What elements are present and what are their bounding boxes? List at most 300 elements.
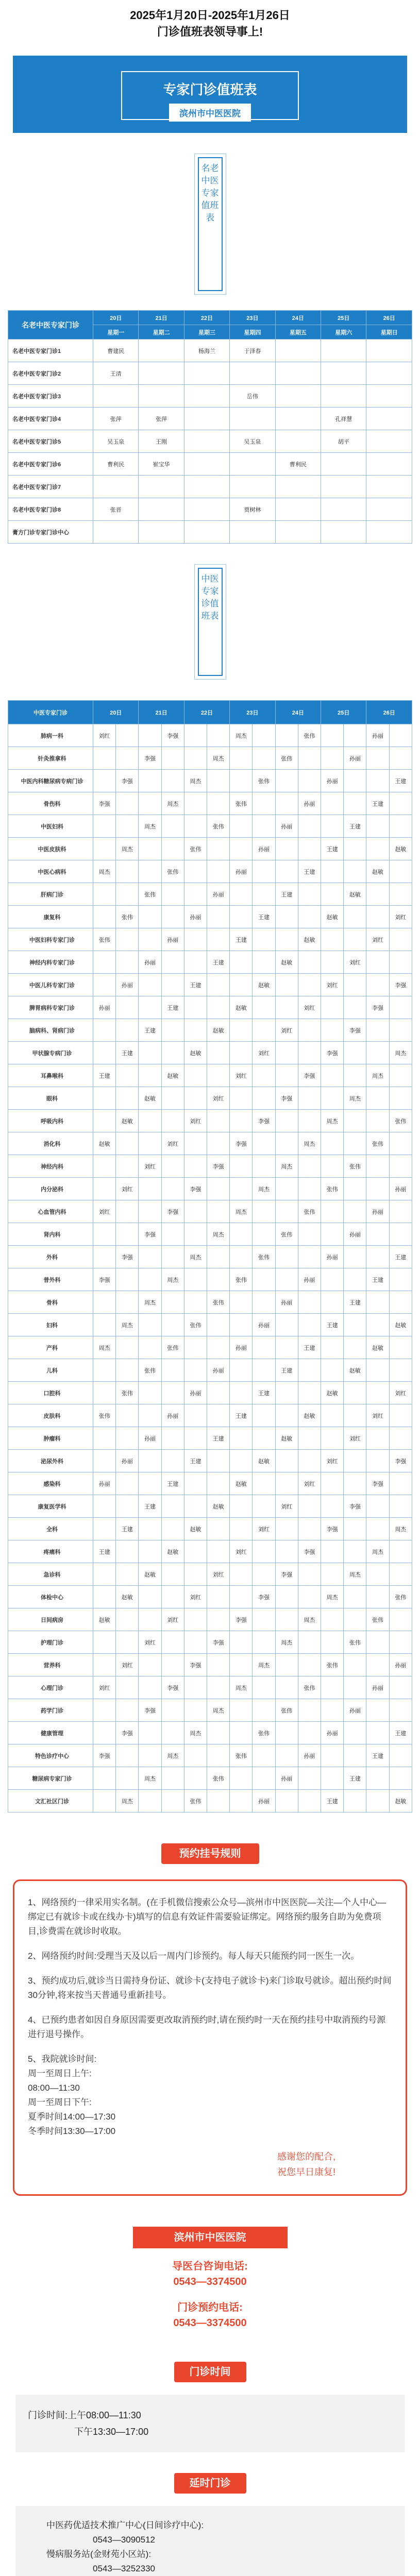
- table2-cell: [321, 928, 344, 951]
- table2-cell: [253, 1676, 275, 1699]
- table2-cell: [275, 1608, 298, 1631]
- table2-cell: [366, 1019, 389, 1042]
- table2-cell: 张伟: [93, 928, 116, 951]
- table2-cell: 孙丽: [253, 838, 275, 860]
- table2-cell: [344, 1200, 366, 1223]
- table2-cell: 孙丽: [116, 974, 139, 996]
- table2-cell: [230, 974, 253, 996]
- table2-cell: [139, 1110, 161, 1132]
- hotline-number-1[interactable]: 0543—3374500: [173, 2276, 247, 2287]
- table1-cell: [275, 362, 321, 385]
- table2-row: [8, 1246, 412, 1268]
- table1-cell: [230, 408, 275, 430]
- table2-cell: [207, 1722, 230, 1744]
- table1-cell: [321, 476, 366, 498]
- table2-cell: [275, 906, 298, 928]
- table2-row: [8, 815, 412, 838]
- table2-cell: [116, 928, 139, 951]
- table2-cell: [207, 1200, 230, 1223]
- table2-cell: [207, 1404, 230, 1427]
- table2-cell: 刘红: [116, 1178, 139, 1200]
- table2-cell: [230, 906, 253, 928]
- table2-cell: [139, 1518, 161, 1540]
- table2-cell: 孙丽: [366, 1676, 389, 1699]
- table2-row-label: 耳鼻喉科: [8, 1064, 93, 1087]
- table2-cell: 孙丽: [161, 928, 184, 951]
- table2-cell: [253, 883, 275, 906]
- table1-cell: [366, 498, 412, 521]
- table2-cell: [184, 1336, 207, 1359]
- table2-cell: [275, 1586, 298, 1608]
- table2-cell: [389, 1608, 412, 1631]
- table2-cell: [230, 1246, 253, 1268]
- table2-row: [8, 1563, 412, 1586]
- table2-cell: [344, 1744, 366, 1767]
- table2-cell: [207, 1064, 230, 1087]
- table2-row-label: 护理门诊: [8, 1631, 93, 1654]
- table2-cell: [116, 951, 139, 974]
- table2-cell: [207, 1540, 230, 1563]
- table2-cell: [366, 1178, 389, 1200]
- table2-cell: [321, 1631, 344, 1654]
- table2-cell: 李强: [93, 1744, 116, 1767]
- table2-cell: [298, 1654, 321, 1676]
- table2-cell: [207, 928, 230, 951]
- table2-cell: 周杰: [116, 1314, 139, 1336]
- table2-cell: 孙丽: [321, 1246, 344, 1268]
- table2-cell: 张伟: [275, 1223, 298, 1246]
- table2-cell: [161, 815, 184, 838]
- table1-cell: 胡平: [321, 430, 366, 453]
- table2-cell: [275, 928, 298, 951]
- table2-cell: [116, 1767, 139, 1790]
- table2-cell: [139, 1676, 161, 1699]
- table2-cell: [344, 1110, 366, 1132]
- rule-5: 5、我院就诊时间:: [28, 2054, 97, 2064]
- table2-cell: 王建: [207, 1427, 230, 1450]
- table2-row: [8, 1042, 412, 1064]
- table2-cell: [275, 1404, 298, 1427]
- table2-row: [8, 1472, 412, 1495]
- table2-cell: 周杰: [93, 860, 116, 883]
- table2-cell: [207, 1586, 230, 1608]
- table2-cell: [139, 1608, 161, 1631]
- table2-cell: 张伟: [184, 1314, 207, 1336]
- table2-row: [8, 883, 412, 906]
- table2-row-label: 中医皮肤科: [8, 838, 93, 860]
- table2-cell: [344, 1404, 366, 1427]
- table2-cell: [366, 906, 389, 928]
- table2-cell: [116, 1200, 139, 1223]
- table2-row-label: 肾内科: [8, 1223, 93, 1246]
- table2-cell: [389, 996, 412, 1019]
- table1-cell: 于泽春: [230, 340, 275, 362]
- table2-cell: 张伟: [116, 1382, 139, 1404]
- table2-cell: [139, 1200, 161, 1223]
- table2-row: [8, 1608, 412, 1631]
- table2-cell: [116, 1087, 139, 1110]
- table2-cell: 孙丽: [275, 815, 298, 838]
- table2-cell: [230, 1563, 253, 1586]
- table2-cell: 刘红: [253, 1518, 275, 1540]
- table2-cell: [139, 1064, 161, 1087]
- table2-cell: [253, 1359, 275, 1382]
- table2-cell: 孙丽: [344, 747, 366, 770]
- table2-cell: [116, 1472, 139, 1495]
- table1-cell: [275, 430, 321, 453]
- table2-cell: [366, 1767, 389, 1790]
- table2-cell: [139, 1382, 161, 1404]
- table2-cell: 赵敏: [298, 928, 321, 951]
- table2-cell: [366, 883, 389, 906]
- table2-cell: [161, 1495, 184, 1518]
- table2-cell: 赵敏: [184, 1518, 207, 1540]
- table2-cell: [93, 1155, 116, 1178]
- table1-cell: 孔祥慧: [321, 408, 366, 430]
- table2-cell: 李强: [207, 1631, 230, 1654]
- table2-cell: [161, 1087, 184, 1110]
- table2-cell: 刘红: [184, 1586, 207, 1608]
- table2-row: [8, 838, 412, 860]
- table2-cell: 李强: [275, 1563, 298, 1586]
- table2-cell: [207, 1382, 230, 1404]
- table2-cell: [321, 747, 344, 770]
- vertical-label-wrap-2: [0, 564, 420, 680]
- table2-cell: [253, 1540, 275, 1563]
- table2-cell: [275, 1790, 298, 1812]
- table2-cell: 王建: [207, 951, 230, 974]
- late-line-1: 中医药优适技术推广中心(日间诊疗中心):: [46, 2520, 204, 2530]
- table2-cell: [116, 1563, 139, 1586]
- table2-cell: [389, 1132, 412, 1155]
- table2-cell: 赵敏: [184, 1042, 207, 1064]
- table2-cell: 李强: [184, 1178, 207, 1200]
- table2-row-label: 体检中心: [8, 1586, 93, 1608]
- table2-cell: [116, 1019, 139, 1042]
- hotline-block: [133, 2259, 288, 2331]
- table2-cell: [139, 770, 161, 792]
- table2-cell: [207, 1518, 230, 1540]
- rules-section: [0, 1843, 420, 2196]
- table1-weekday-0: 星期一: [93, 325, 139, 340]
- table2-cell: 孙丽: [344, 1223, 366, 1246]
- table2-cell: [275, 724, 298, 747]
- table2-cell: [253, 860, 275, 883]
- table1-cell: [275, 408, 321, 430]
- table2-cell: [275, 1110, 298, 1132]
- table2-cell: [344, 1790, 366, 1812]
- table2-cell: [298, 906, 321, 928]
- table2-cell: 刘红: [93, 1200, 116, 1223]
- table2-cell: [344, 860, 366, 883]
- table2-cell: [184, 1019, 207, 1042]
- table1-day-2: 22日: [184, 311, 229, 325]
- thanks-line-1: 感谢您的配合,: [277, 2151, 335, 2162]
- table2-cell: 王建: [139, 1495, 161, 1518]
- table2-cell: [253, 1268, 275, 1291]
- table2-cell: 赵敏: [389, 838, 412, 860]
- subtitle: 门诊值班表领导事上!: [157, 25, 263, 38]
- table1-cell: 曹建民: [93, 340, 139, 362]
- table2-cell: [253, 747, 275, 770]
- table2-cell: 周杰: [93, 1336, 116, 1359]
- table2-cell: [298, 1314, 321, 1336]
- table2-cell: [184, 996, 207, 1019]
- table2-cell: [230, 815, 253, 838]
- table2-cell: [161, 838, 184, 860]
- table2-cell: 孙丽: [230, 860, 253, 883]
- table2-cell: [184, 1699, 207, 1722]
- table2-cell: 刘红: [116, 1654, 139, 1676]
- table2-cell: [230, 1654, 253, 1676]
- table1-day-3: 23日: [230, 311, 275, 325]
- table1-cell: [321, 498, 366, 521]
- table2-cell: 张伟: [207, 1767, 230, 1790]
- table1-cell: [321, 362, 366, 385]
- hours-box: [15, 2395, 405, 2452]
- table1-cell: 曹利民: [275, 453, 321, 476]
- table2-cell: [93, 1359, 116, 1382]
- table2-cell: [298, 770, 321, 792]
- table2-cell: [230, 1495, 253, 1518]
- table2-cell: [184, 747, 207, 770]
- table2-cell: [389, 951, 412, 974]
- table2-row: [8, 1064, 412, 1087]
- table2-cell: 李强: [344, 1019, 366, 1042]
- table2-cell: 周杰: [161, 792, 184, 815]
- table2-cell: [253, 1064, 275, 1087]
- table2-cell: [389, 1404, 412, 1427]
- table2-row: [8, 1699, 412, 1722]
- table2-cell: [321, 792, 344, 815]
- table2-cell: [161, 1155, 184, 1178]
- table2-cell: [207, 1178, 230, 1200]
- table2-cell: 周杰: [230, 1676, 253, 1699]
- table2-row: [8, 1450, 412, 1472]
- table2-cell: 王建: [298, 1336, 321, 1359]
- hotline-number-2[interactable]: 0543—3374500: [173, 2317, 247, 2329]
- table2-cell: [184, 951, 207, 974]
- table2-cell: [344, 1314, 366, 1336]
- table2-cell: 赵敏: [366, 1336, 389, 1359]
- table1-row-label: 名老中医专家门诊4: [8, 408, 93, 430]
- table2-cell: [184, 1291, 207, 1314]
- table2-cell: [139, 928, 161, 951]
- table2-cell: [275, 1654, 298, 1676]
- table2-cell: [116, 1404, 139, 1427]
- table2-row-label: 特色诊疗中心: [8, 1744, 93, 1767]
- table2-cell: 周杰: [298, 1132, 321, 1155]
- table2-row-label: 骨科: [8, 1291, 93, 1314]
- table1-body: [8, 340, 412, 544]
- table2-cell: [116, 1495, 139, 1518]
- table1-cell: 贾树林: [230, 498, 275, 521]
- table2-cell: 周杰: [161, 1268, 184, 1291]
- table2-cell: [207, 1336, 230, 1359]
- late-line-2[interactable]: 0543—3090512: [93, 2535, 156, 2545]
- table2-cell: [321, 724, 344, 747]
- table2-cell: 周杰: [366, 1540, 389, 1563]
- table2-cell: [321, 1495, 344, 1518]
- table2-cell: [366, 1291, 389, 1314]
- table2-cell: [298, 815, 321, 838]
- table2-row-label: 妇科: [8, 1314, 93, 1336]
- table2-cell: [253, 1631, 275, 1654]
- table2-row-label: 内分泌科: [8, 1178, 93, 1200]
- table2-cell: [161, 1223, 184, 1246]
- table2-cell: [366, 1087, 389, 1110]
- table1-day-6: 26日: [366, 311, 412, 325]
- table2-cell: [366, 1790, 389, 1812]
- table2-cell: [253, 792, 275, 815]
- table2-cell: [184, 1268, 207, 1291]
- table1-row-label: 名老中医专家门诊1: [8, 340, 93, 362]
- rule-5-winter: 冬季时间13:30—17:00: [28, 2126, 116, 2136]
- table2-row-label: 甲状腺专病门诊: [8, 1042, 93, 1064]
- table2-row: [8, 1404, 412, 1427]
- table2-row: [8, 1382, 412, 1404]
- table2-day-2: 22日: [184, 701, 229, 724]
- table2-cell: 周杰: [389, 1042, 412, 1064]
- table1-cell: 吴玉泉: [93, 430, 139, 453]
- table2-cell: 刘红: [344, 1427, 366, 1450]
- table2-cell: [275, 1540, 298, 1563]
- table2-cell: [344, 770, 366, 792]
- table1-row-label: 名老中医专家门诊8: [8, 498, 93, 521]
- late-box: [15, 2506, 405, 2576]
- table2-cell: [389, 1631, 412, 1654]
- table2-cell: [184, 724, 207, 747]
- table2-body: [8, 724, 412, 1812]
- table2-cell: [275, 1132, 298, 1155]
- rule-1: 1、网络预约一律采用实名制。(在手机微信搜索公众号—滨州市中医医院—关注—个人中心—绑定已有就诊卡或在线办卡)填写的信息有效证件需要验证绑定。网络预约服务自助为免费项目,诊费需在就诊时收取。: [28, 1897, 387, 1936]
- table2-row: [8, 1200, 412, 1223]
- table2-cell: [253, 928, 275, 951]
- table2-cell: [207, 1246, 230, 1268]
- table2-cell: [93, 1767, 116, 1790]
- table1-cell: [93, 385, 139, 408]
- table2-cell: [275, 1268, 298, 1291]
- table2-cell: 张伟: [253, 1246, 275, 1268]
- table1-cell: [275, 521, 321, 544]
- table2-cell: 刘红: [389, 906, 412, 928]
- table2-row-label: 中医妇科: [8, 815, 93, 838]
- table2-cell: [298, 838, 321, 860]
- table2-cell: [207, 792, 230, 815]
- table1-row: [8, 521, 412, 544]
- table2-cell: [230, 1722, 253, 1744]
- table2-cell: 周杰: [366, 1064, 389, 1087]
- table2-cell: [184, 860, 207, 883]
- table2-row-label: 药学门诊: [8, 1699, 93, 1722]
- table1-weekday-1: 星期二: [139, 325, 184, 340]
- table2-cell: 王建: [161, 996, 184, 1019]
- table2-cell: 王建: [275, 883, 298, 906]
- table2-cell: 周杰: [139, 1767, 161, 1790]
- table2-row-label: 外科: [8, 1246, 93, 1268]
- table2-cell: [230, 1767, 253, 1790]
- table2-cell: [321, 1223, 344, 1246]
- table2-cell: [366, 1359, 389, 1382]
- table2-row-label: 泌尿外科: [8, 1450, 93, 1472]
- banner: [13, 56, 407, 133]
- table2-cell: [321, 815, 344, 838]
- table2-row: [8, 1359, 412, 1382]
- table2-cell: 王建: [184, 974, 207, 996]
- table2-cell: 王建: [389, 1722, 412, 1744]
- table2-cell: 李强: [253, 1110, 275, 1132]
- table2-cell: [366, 1631, 389, 1654]
- table2-cell: [253, 1495, 275, 1518]
- table2-row-label: 文汇社区门诊: [8, 1790, 93, 1812]
- table2-cell: [253, 1200, 275, 1223]
- table2-cell: [366, 1427, 389, 1450]
- table2-cell: 李强: [116, 1722, 139, 1744]
- table2-cell: 刘红: [298, 996, 321, 1019]
- table2-cell: 赵敏: [389, 1790, 412, 1812]
- table-famous-doctors: [8, 310, 412, 544]
- table2-cell: 李强: [298, 1064, 321, 1087]
- table2-cell: [207, 1472, 230, 1495]
- table2-cell: [389, 883, 412, 906]
- table2-cell: [253, 1404, 275, 1427]
- table2-cell: [116, 1540, 139, 1563]
- table2-cell: [230, 951, 253, 974]
- table1-cell: [139, 340, 184, 362]
- table2-cell: [366, 1042, 389, 1064]
- table2-cell: [366, 1699, 389, 1722]
- table2-day-4: 24日: [275, 701, 321, 724]
- table2-cell: 孙丽: [321, 1722, 344, 1744]
- table2-cell: [389, 860, 412, 883]
- table2-cell: 刘红: [321, 974, 344, 996]
- table2-cell: [207, 1654, 230, 1676]
- table1-cell: 吴玉泉: [230, 430, 275, 453]
- table2-cell: [389, 1064, 412, 1087]
- table2-row: [8, 1110, 412, 1132]
- table2-cell: [93, 747, 116, 770]
- table2-row-label: 皮肤科: [8, 1404, 93, 1427]
- table2-row: [8, 860, 412, 883]
- late-line-4[interactable]: 0543—3252330: [93, 2564, 156, 2573]
- hotline-label-1: 导医台咨询电话:: [172, 2261, 248, 2272]
- table2-cell: [116, 1631, 139, 1654]
- table2-cell: [321, 1132, 344, 1155]
- table2-cell: [298, 1178, 321, 1200]
- table2-cell: [321, 951, 344, 974]
- table1-cell: [321, 521, 366, 544]
- table2-cell: 李强: [321, 1042, 344, 1064]
- table2-cell: [161, 1382, 184, 1404]
- table2-cell: 孙丽: [298, 1744, 321, 1767]
- table2-cell: [253, 951, 275, 974]
- table2-cell: [139, 906, 161, 928]
- table2-cell: [275, 1178, 298, 1200]
- table2-cell: [366, 747, 389, 770]
- table2-cell: [93, 1722, 116, 1744]
- table2-cell: 张伟: [275, 747, 298, 770]
- table2-cell: 张伟: [207, 1291, 230, 1314]
- table2-cell: 赵敏: [366, 860, 389, 883]
- table2-cell: 赵敏: [230, 1472, 253, 1495]
- table2-cell: [139, 996, 161, 1019]
- table2-cell: [253, 1223, 275, 1246]
- table2-cell: [184, 1540, 207, 1563]
- table2-cell: 孙丽: [275, 1291, 298, 1314]
- table2-cell: [389, 1427, 412, 1450]
- table2-cell: [230, 1359, 253, 1382]
- table2-cell: 张伟: [207, 815, 230, 838]
